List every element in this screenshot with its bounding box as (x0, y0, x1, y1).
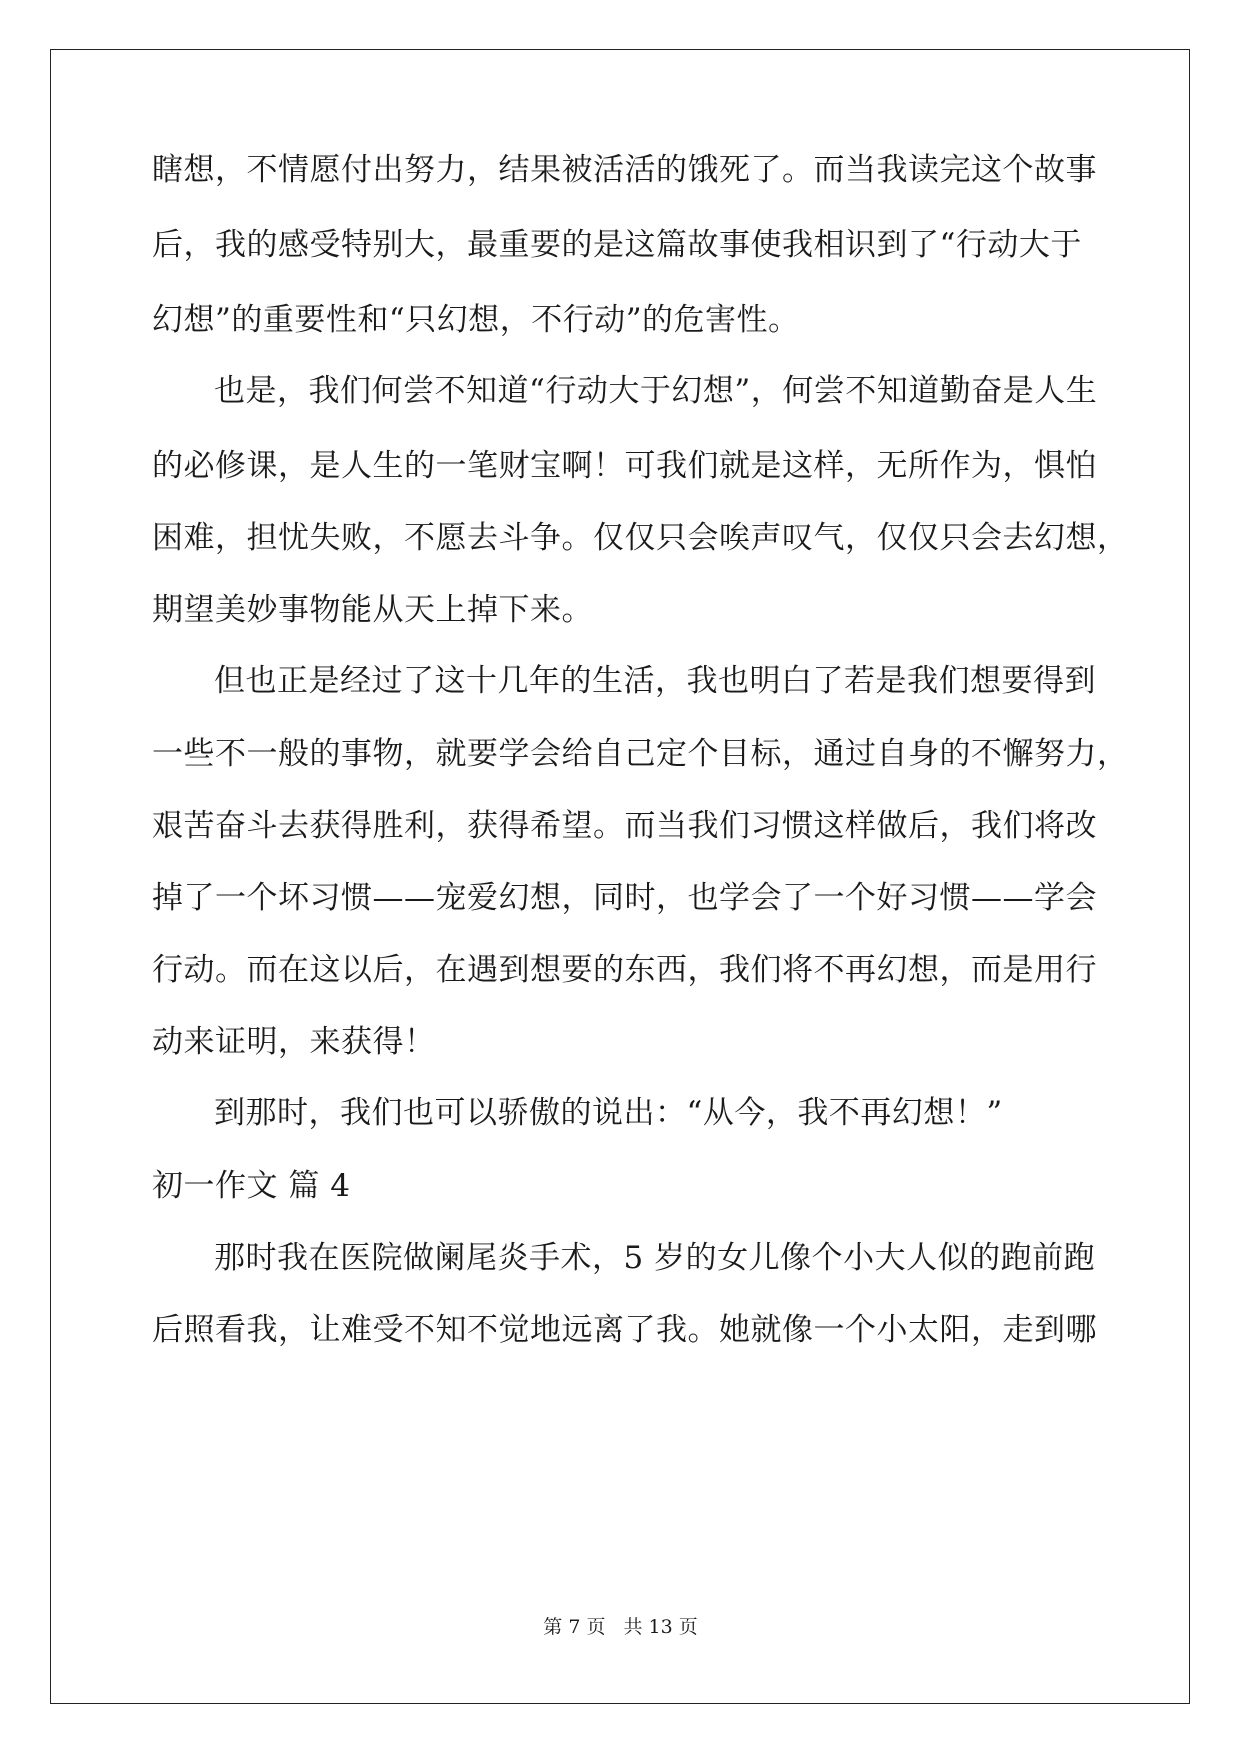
body-line: 艰苦奋斗去获得胜利，获得希望。而当我们习惯这样做后，我们将改 (152, 808, 1097, 844)
paragraph-first-line: 那时我在医院做阑尾炎手术，5 岁的女儿像个小大人似的跑前跑 (214, 1240, 1096, 1276)
page-number: 第 7 页 (543, 1616, 606, 1638)
paragraph-first-line: 但也正是经过了这十几年的生活，我也明白了若是我们想要得到 (214, 663, 1096, 699)
body-line: 一些不一般的事物，就要学会给自己定个目标，通过自身的不懈努力， (152, 736, 1129, 772)
paragraph-first-line: 也是，我们何尝不知道“行动大于幻想”，何尝不知道勤奋是人生 (214, 373, 1098, 409)
body-line: 后照看我，让难受不知不觉地远离了我。她就像一个小太阳，走到哪 (152, 1312, 1097, 1348)
body-line: 期望美妙事物能从天上掉下来。 (152, 592, 593, 628)
body-line: 瞎想，不情愿付出努力，结果被活活的饿死了。而当我读完这个故事 (152, 152, 1097, 188)
body-line: 掉了一个坏习惯——宠爱幻想，同时，也学会了一个好习惯——学会 (152, 880, 1097, 916)
body-line: 行动。而在这以后，在遇到想要的东西，我们将不再幻想，而是用行 (152, 952, 1097, 988)
page-frame (50, 49, 1190, 1704)
page-total: 共 13 页 (623, 1616, 698, 1638)
body-line: 幻想”的重要性和“只幻想，不行动”的危害性。 (152, 302, 800, 338)
body-line: 困难，担忧失败，不愿去斗争。仅仅只会唉声叹气，仅仅只会去幻想， (152, 520, 1129, 556)
body-line: 动来证明，来获得！ (152, 1024, 436, 1060)
section-heading: 初一作文 篇 4 (152, 1168, 351, 1204)
body-line: 后，我的感受特别大，最重要的是这篇故事使我相识到了“行动大于 (152, 227, 1082, 263)
body-line: 的必修课，是人生的一笔财宝啊！可我们就是这样，无所作为，惧怕 (152, 448, 1097, 484)
page-footer (0, 1612, 1241, 1639)
paragraph-first-line: 到那时，我们也可以骄傲的说出：“从今，我不再幻想！” (214, 1095, 1003, 1131)
